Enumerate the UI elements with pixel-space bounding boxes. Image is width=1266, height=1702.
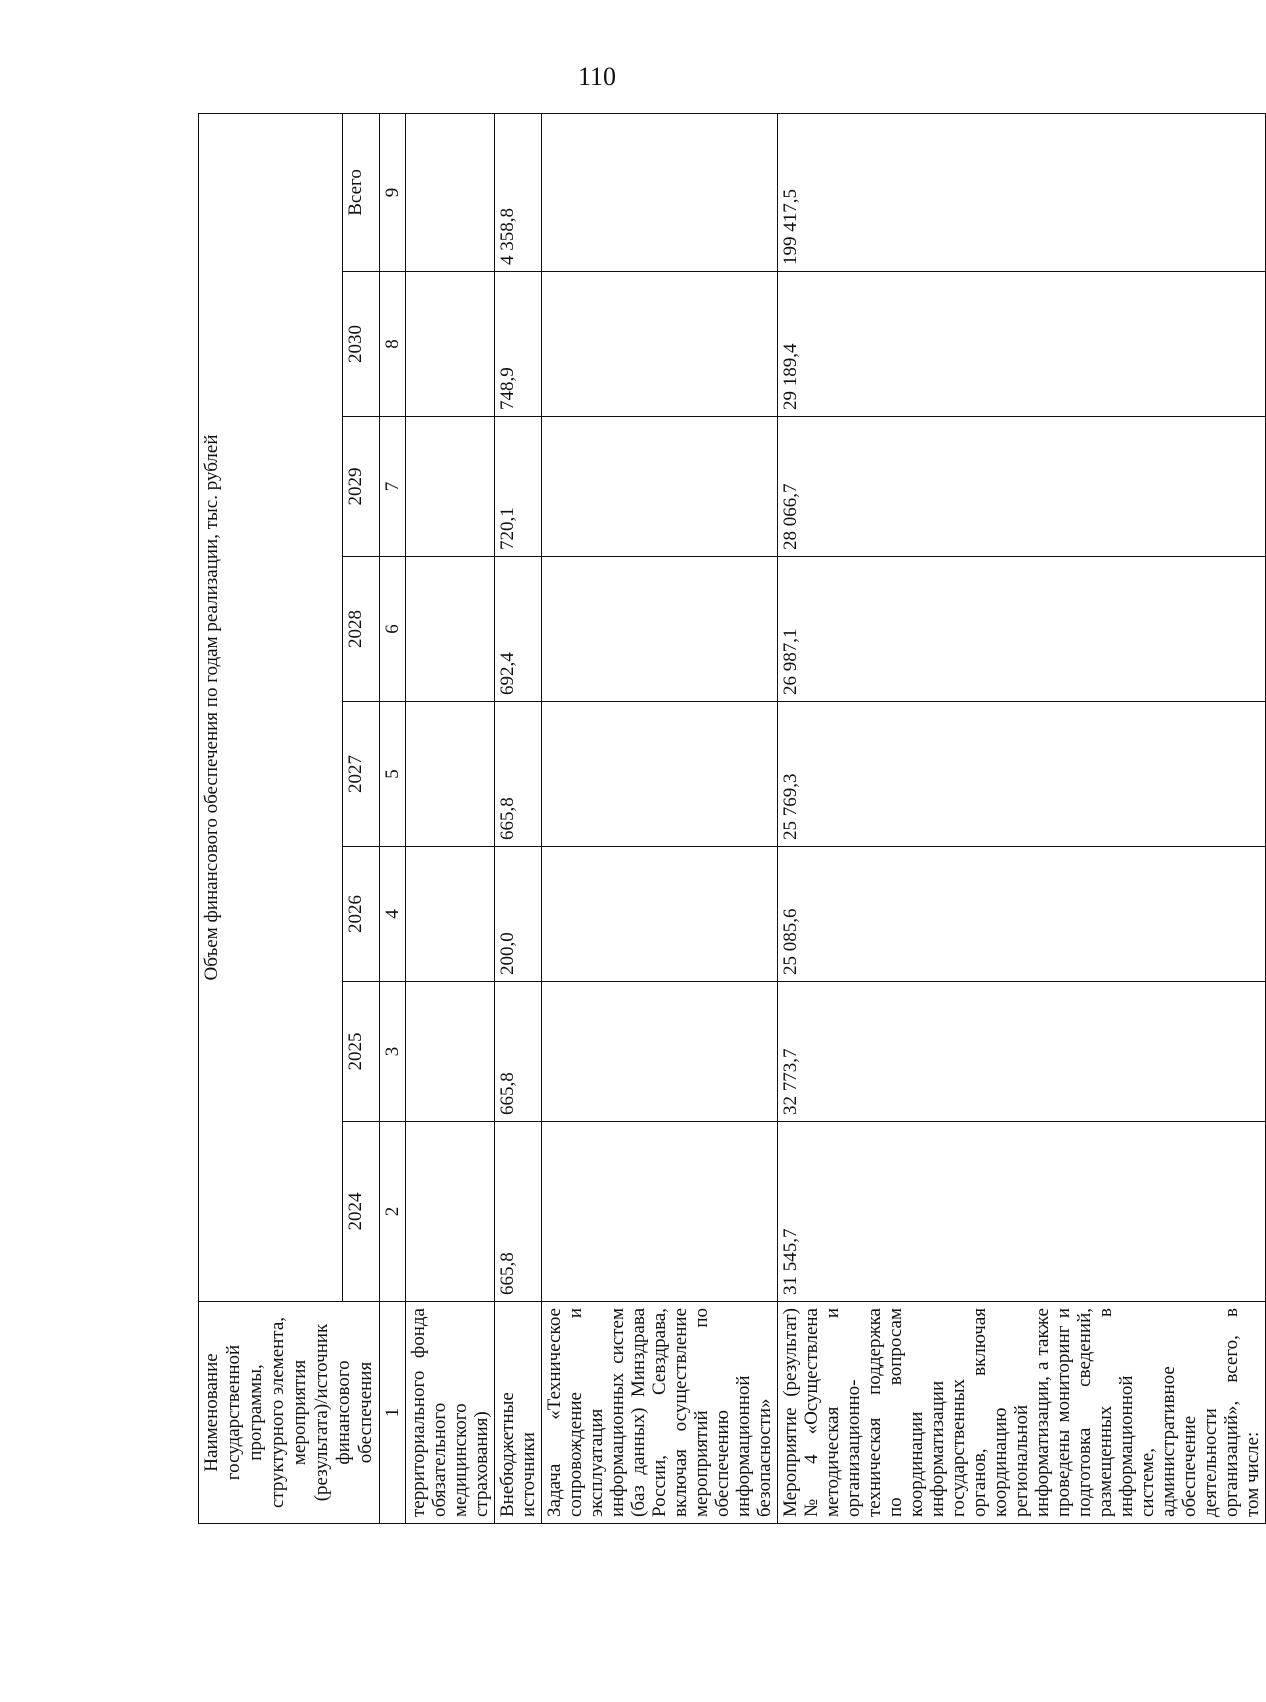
column-number: 6 <box>380 557 406 702</box>
cell-value <box>542 982 778 1122</box>
column-number: 1 <box>380 1302 406 1524</box>
header-year-2030: 2030 <box>342 272 379 417</box>
cell-value <box>542 847 778 982</box>
cell-value: 25 085,6 <box>778 847 1266 982</box>
header-year-2029: 2029 <box>342 417 379 557</box>
cell-value: 25 769,3 <box>778 702 1266 847</box>
rotated-table-wrapper <box>198 114 1263 1524</box>
cell-value: 665,8 <box>495 982 542 1122</box>
cell-value <box>406 1122 495 1302</box>
cell-value: 4 358,8 <box>495 113 542 271</box>
cell-value: 692,4 <box>495 557 542 702</box>
cell-value: 665,8 <box>495 1122 542 1302</box>
header-year-2026: 2026 <box>342 847 379 982</box>
cell-value <box>542 1122 778 1302</box>
cell-value <box>406 982 495 1122</box>
cell-value <box>406 557 495 702</box>
row-name: Внебюджетные источники <box>495 1302 542 1524</box>
column-number: 8 <box>380 272 406 417</box>
cell-value: 26 987,1 <box>778 557 1266 702</box>
header-year-2024: 2024 <box>342 1122 379 1302</box>
header-name-column: Наименование государственной программы, структурного элемента, мероприятия (результата)/источник финансового обеспечения <box>199 1302 380 1524</box>
table-row <box>542 113 778 1523</box>
cell-value: 199 417,5 <box>778 113 1266 271</box>
cell-value <box>406 847 495 982</box>
cell-value: 29 189,4 <box>778 272 1266 417</box>
cell-value: 31 545,7 <box>778 1122 1266 1302</box>
header-year-2025: 2025 <box>342 982 379 1122</box>
table-row <box>495 113 542 1523</box>
row-name: территориального фонда обязательного медицинского страхования) <box>406 1302 495 1524</box>
column-number: 2 <box>380 1122 406 1302</box>
header-year-2027: 2027 <box>342 702 379 847</box>
cell-value: 200,0 <box>495 847 542 982</box>
column-number: 5 <box>380 702 406 847</box>
cell-value <box>406 702 495 847</box>
cell-value <box>542 113 778 271</box>
cell-value: 748,9 <box>495 272 542 417</box>
column-number: 9 <box>380 113 406 271</box>
cell-value <box>406 272 495 417</box>
row-name: Мероприятие (результат) № 4 «Осуществлена методическая и организационно-техническая поддержка по вопросам координации информатизации государственных органов, включая координацию региональной информатизации, а также проведены мониторинг и подготовка сведений, размещенных в информационной системе, административное обеспечение деятельности организаций», всего, в том числе: <box>778 1302 1266 1524</box>
table-row <box>778 113 1266 1523</box>
cell-value <box>406 417 495 557</box>
cell-value: 28 066,7 <box>778 417 1266 557</box>
cell-value: 720,1 <box>495 417 542 557</box>
column-number: 7 <box>380 417 406 557</box>
cell-value <box>542 272 778 417</box>
cell-value <box>542 417 778 557</box>
cell-value: 32 773,7 <box>778 982 1266 1122</box>
cell-value <box>542 557 778 702</box>
header-financing-group: Объем финансового обеспечения по годам реализации, тыс. рублей <box>199 113 343 1301</box>
cell-value: 665,8 <box>495 702 542 847</box>
table-row <box>406 113 495 1523</box>
column-number: 4 <box>380 847 406 982</box>
header-total: Всего <box>342 113 379 271</box>
row-name: Задача «Техническое сопровождение и эксплуатация информационных систем (баз данных) Минздрава России, Севздрава, включая осуществление мероприятий по обеспечению информационной безопасности» <box>542 1302 778 1524</box>
financing-table <box>198 113 1266 1524</box>
page-number: 110 <box>578 62 617 91</box>
header-year-2028: 2028 <box>342 557 379 702</box>
column-number: 3 <box>380 982 406 1122</box>
cell-value <box>542 702 778 847</box>
cell-value <box>406 113 495 271</box>
